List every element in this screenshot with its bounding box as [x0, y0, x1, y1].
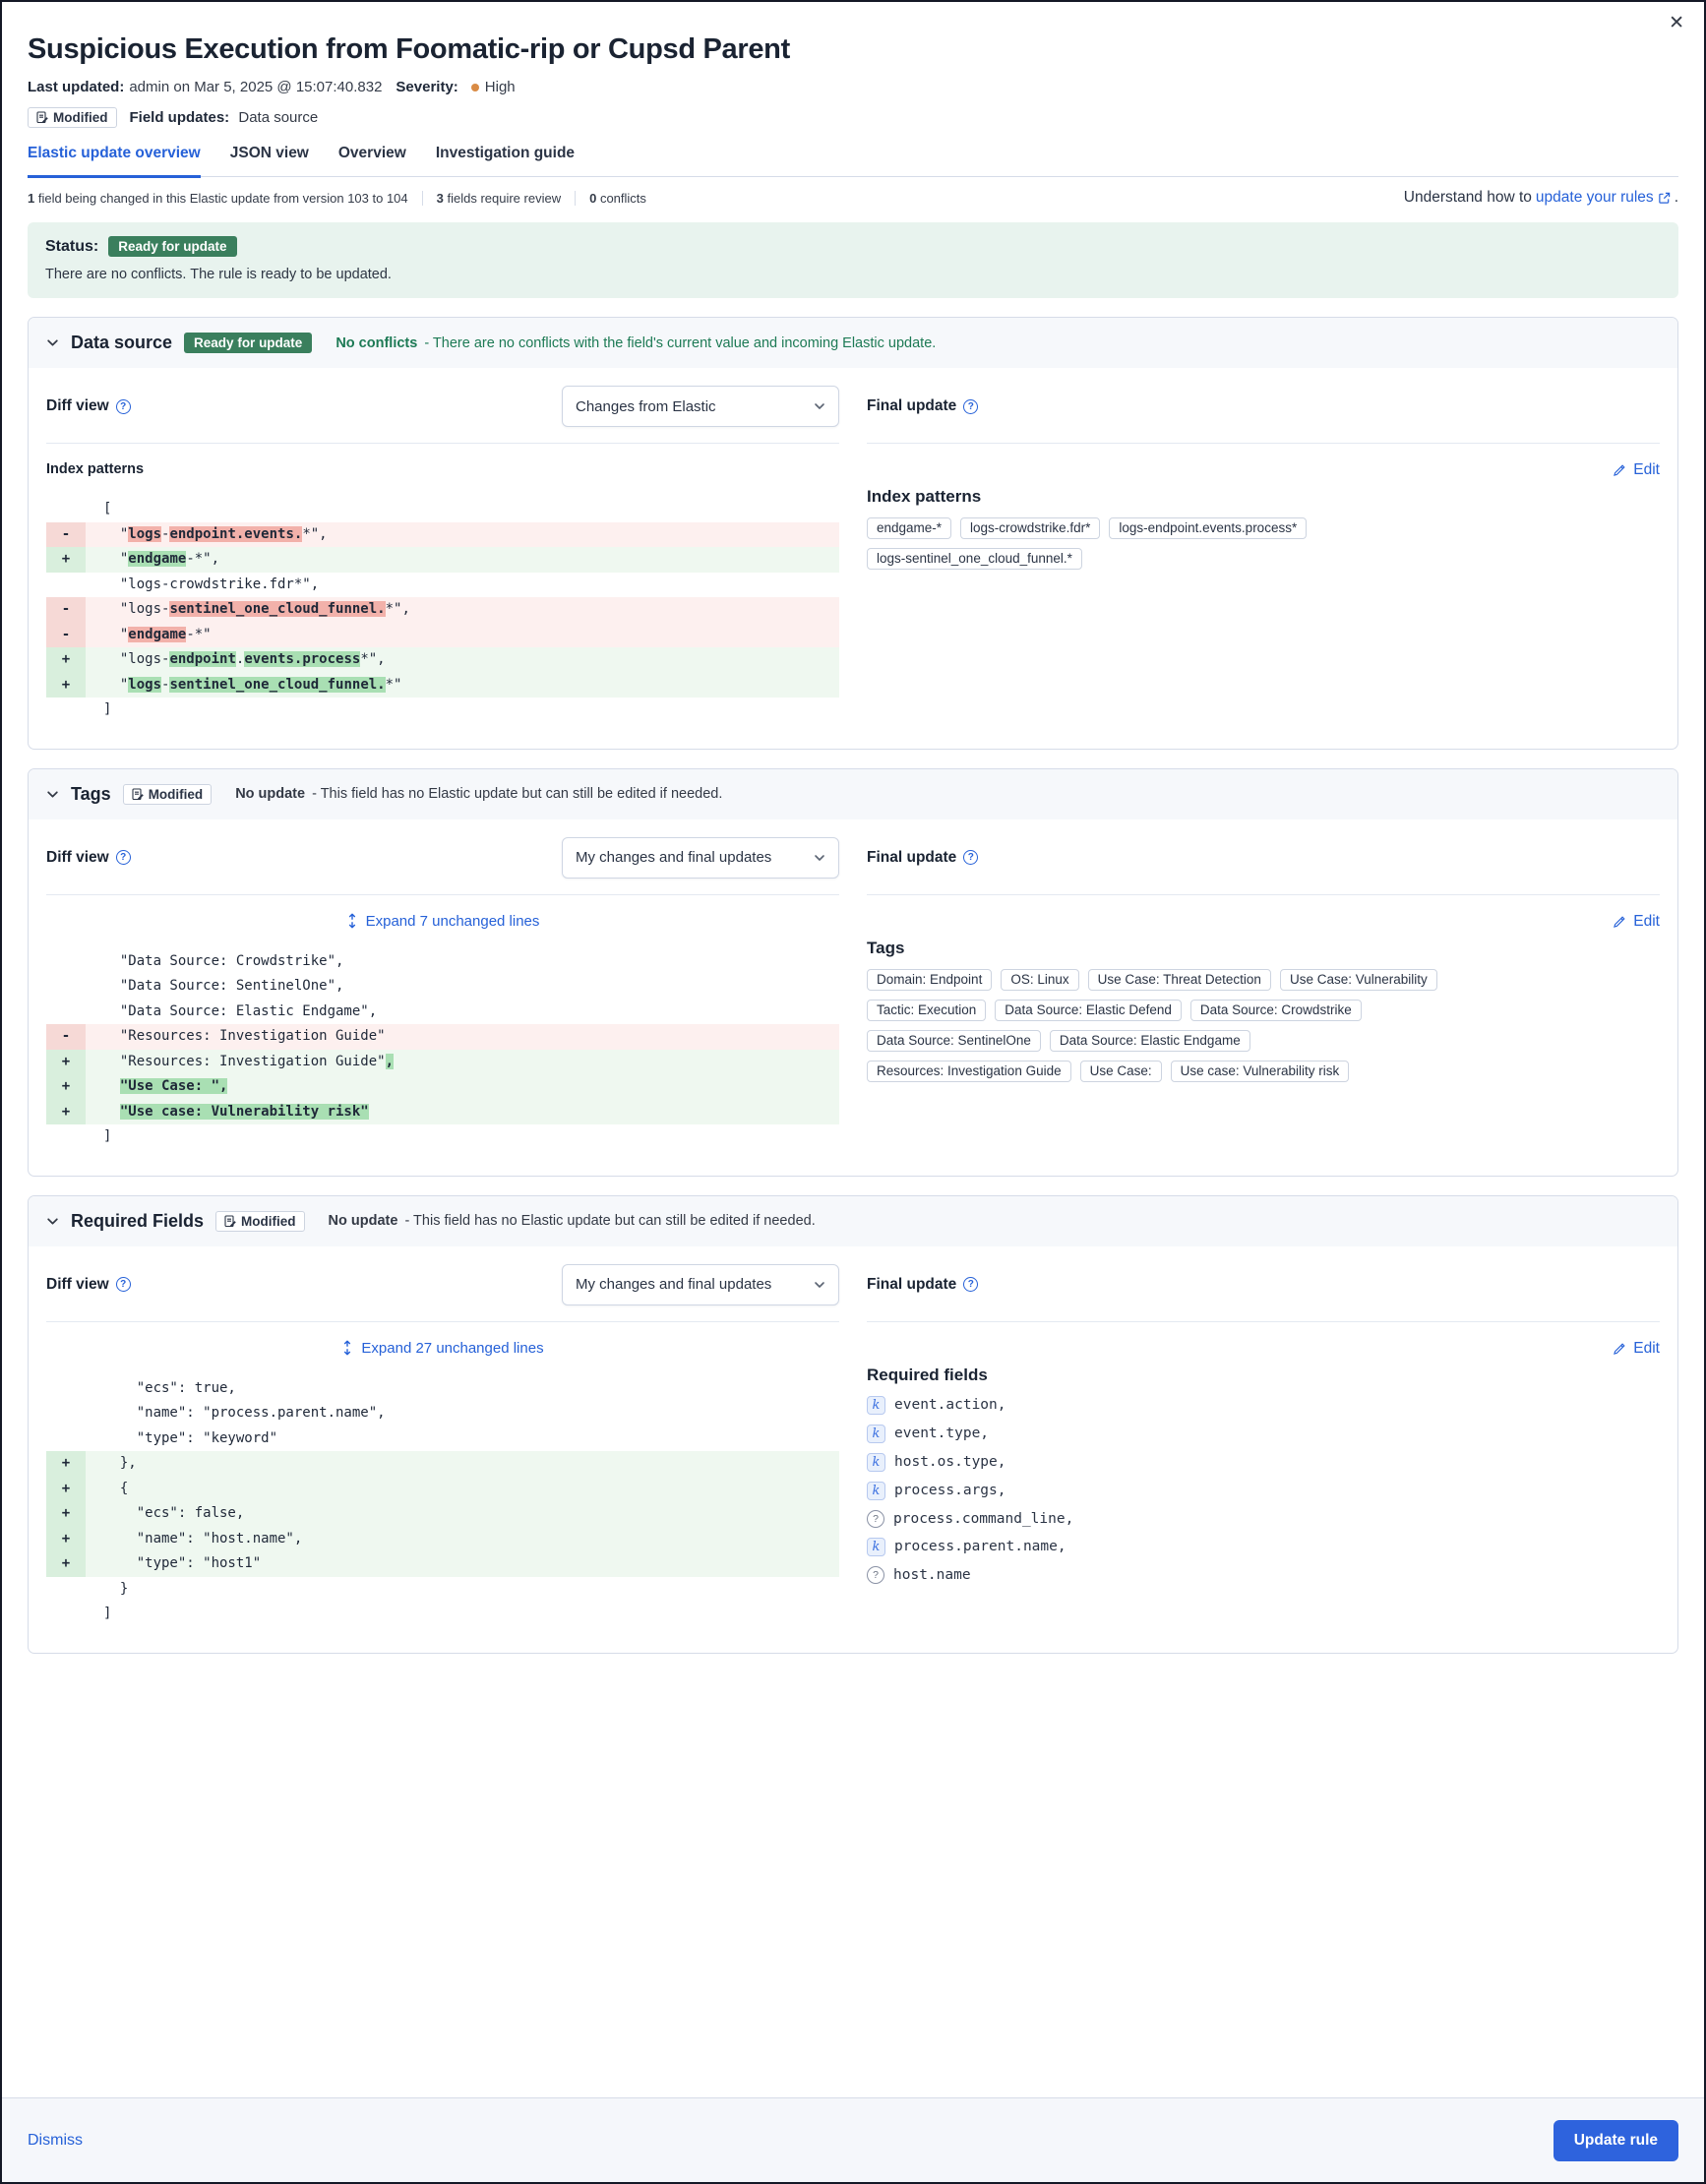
diff-gutter: + [46, 1100, 86, 1125]
diff-gutter: + [46, 673, 86, 698]
diff-line [46, 673, 839, 698]
diff-line [46, 1527, 839, 1552]
diff-code: "ecs": true, [103, 1379, 236, 1396]
tab-json-view[interactable]: JSON view [229, 145, 309, 161]
field-row [867, 1425, 1660, 1443]
keyword-field-icon: k [867, 1453, 885, 1472]
diff-gutter [46, 573, 86, 598]
chevron-down-icon [814, 1279, 825, 1291]
diff-column [46, 1264, 839, 1627]
field-name: process.args, [894, 1483, 1006, 1498]
help-icon[interactable]: ? [963, 1277, 978, 1292]
diff-code: { [103, 1480, 129, 1496]
final-update-label: Final update ? [867, 397, 978, 415]
help-icon[interactable]: ? [963, 850, 978, 865]
chevron-down-icon [46, 1215, 59, 1228]
diff-line [46, 949, 839, 975]
status-banner [28, 222, 1678, 298]
diff-line [46, 1024, 839, 1050]
badge: Use Case: Vulnerability [1280, 969, 1437, 991]
final-update-column [867, 1264, 1660, 1627]
diff-code: }, [103, 1455, 137, 1471]
unknown-field-icon: ? [867, 1566, 884, 1584]
diff-gutter [46, 974, 86, 1000]
diff-field-label: Index patterns [46, 461, 145, 477]
diff-code: "name": "process.parent.name", [103, 1405, 386, 1421]
chevron-down-icon [46, 788, 59, 801]
diff-block [46, 1376, 839, 1627]
diff-code: [ [103, 501, 112, 516]
diff-line [46, 1551, 839, 1577]
section-status-text: No update - This field has no Elastic update but can still be edited if needed. [235, 786, 723, 802]
diff-gutter [46, 1602, 86, 1627]
divider [867, 443, 1660, 444]
diff-line [46, 1124, 839, 1150]
field-name: process.command_line, [893, 1510, 1074, 1527]
diff-line [46, 1426, 839, 1452]
badge: Use case: Vulnerability risk [1171, 1061, 1350, 1082]
diff-gutter: + [46, 1501, 86, 1527]
diff-line [46, 623, 839, 648]
badge: Data Source: Elastic Endgame [1050, 1030, 1250, 1052]
modified-badge: Modified [215, 1211, 305, 1232]
diff-block [46, 497, 839, 723]
diff-line [46, 1401, 839, 1426]
section-data-source [28, 317, 1678, 750]
diff-line [46, 1376, 839, 1402]
diff-gutter [46, 698, 86, 723]
expand-unchanged-button[interactable]: Expand 7 unchanged lines [346, 913, 540, 930]
diff-line [46, 1477, 839, 1502]
badge: Domain: Endpoint [867, 969, 992, 991]
tags-accordion-header[interactable] [29, 769, 1677, 819]
diff-code: "Resources: Investigation Guide" [103, 1028, 386, 1044]
diff-line [46, 1451, 839, 1477]
diff-code: "name": "host.name", [103, 1530, 303, 1547]
last-updated-label: Last updated: [28, 79, 125, 95]
status-badge: Ready for update [108, 236, 236, 257]
diff-line [46, 547, 839, 573]
field-row [867, 1538, 1660, 1556]
section-title: Required Fields [71, 1210, 205, 1231]
diff-line [46, 1602, 839, 1627]
diff-line [46, 1100, 839, 1125]
tab-bar [28, 145, 1678, 177]
external-link-icon [1658, 192, 1671, 205]
document-edit-icon [36, 111, 48, 124]
diff-code: ] [103, 1606, 112, 1621]
expand-icon [346, 913, 358, 929]
conflicts-stat: 0 conflicts [589, 190, 646, 206]
section-tags [28, 768, 1678, 1177]
expand-unchanged-button[interactable]: Expand 27 unchanged lines [341, 1340, 543, 1357]
badge: logs-sentinel_one_cloud_funnel.* [867, 548, 1082, 570]
field-name: host.name [893, 1566, 971, 1583]
field-row [867, 1396, 1660, 1415]
diff-code: ] [103, 701, 112, 717]
pencil-icon [1613, 463, 1626, 477]
diff-code: "type": "host1" [103, 1555, 262, 1571]
divider [46, 894, 839, 895]
diff-code: "Resources: Investigation Guide", [103, 1053, 395, 1069]
diff-line [46, 698, 839, 723]
diff-gutter [46, 1124, 86, 1150]
status-message: There are no conflicts. The rule is ready to be updated. [45, 267, 392, 282]
badge: Data Source: Elastic Defend [995, 1000, 1182, 1021]
field-row [867, 1566, 1660, 1584]
badge: Resources: Investigation Guide [867, 1061, 1071, 1082]
tab-overview[interactable]: Overview [337, 145, 406, 161]
ready-for-update-badge: Ready for update [184, 333, 312, 353]
update-your-rules-link[interactable]: update your rules [1535, 189, 1654, 206]
final-heading: Tags [867, 938, 905, 957]
diff-view-select[interactable]: My changes and final updates [562, 837, 839, 879]
field-row [867, 1510, 1660, 1528]
edit-button[interactable]: Edit [1613, 913, 1660, 931]
diff-line [46, 497, 839, 522]
field-name: event.type, [894, 1426, 990, 1441]
flyout-content [2, 2, 1704, 2097]
diff-line [46, 1501, 839, 1527]
help-icon[interactable]: ? [116, 1277, 131, 1292]
field-name: process.parent.name, [894, 1539, 1066, 1554]
final-update-column [867, 837, 1660, 1150]
diff-line [46, 647, 839, 673]
diff-block [46, 949, 839, 1150]
chevron-down-icon [814, 852, 825, 864]
final-update-label: Final update ? [867, 849, 978, 867]
badge: Data Source: SentinelOne [867, 1030, 1041, 1052]
diff-code: "Use case: Vulnerability risk" [119, 1103, 369, 1120]
field-updates [130, 109, 319, 126]
rule-badges-row [28, 107, 1678, 128]
document-edit-icon [132, 788, 144, 801]
diff-line [46, 1074, 839, 1100]
section-status-text: No update - This field has no Elastic update but can still be edited if needed. [328, 1213, 816, 1229]
field-name: event.action, [894, 1397, 1006, 1413]
diff-code: "Data Source: Crowdstrike", [103, 952, 344, 969]
diff-code: "logs-sentinel_one_cloud_funnel.*", [103, 601, 410, 617]
help-text: Understand how to update your rules . [1403, 189, 1678, 206]
diff-code: "type": "keyword" [103, 1429, 278, 1446]
diff-gutter [46, 1000, 86, 1025]
diff-gutter [46, 1426, 86, 1452]
flyout-footer [2, 2097, 1704, 2182]
diff-gutter: - [46, 623, 86, 648]
fields-review-stat: 3 fields require review [436, 190, 562, 206]
diff-view-label: Diff view ? [46, 849, 131, 867]
divider [46, 1321, 839, 1322]
divider [867, 894, 1660, 895]
diff-code: "Data Source: Elastic Endgame", [103, 1002, 378, 1019]
section-required-fields [28, 1195, 1678, 1654]
final-update-column [867, 386, 1660, 723]
divider [575, 191, 576, 206]
modified-badge [28, 107, 117, 128]
diff-gutter: + [46, 1527, 86, 1552]
diff-code: "logs-endpoint.events.process*", [103, 651, 386, 667]
divider [867, 1321, 1660, 1322]
document-edit-icon [224, 1215, 236, 1228]
diff-code: ] [103, 1128, 112, 1144]
diff-line [46, 1000, 839, 1025]
field-row [867, 1453, 1660, 1472]
diff-code: "ecs": false, [103, 1505, 245, 1521]
required-fields-list [867, 1396, 1660, 1584]
data-source-accordion-header[interactable] [29, 318, 1677, 368]
help-icon[interactable]: ? [963, 399, 978, 414]
diff-line [46, 573, 839, 598]
diff-code: } [103, 1580, 129, 1597]
rule-meta [28, 79, 1678, 95]
diff-gutter [46, 1577, 86, 1603]
tab-investigation-guide[interactable]: Investigation guide [435, 145, 576, 161]
diff-code: "logs-sentinel_one_cloud_funnel.*" [103, 676, 402, 693]
section-title: Data source [71, 333, 173, 352]
field-row [867, 1482, 1660, 1500]
diff-code: "logs-endpoint.events.*", [103, 525, 328, 542]
diff-gutter [46, 1376, 86, 1402]
diff-gutter: + [46, 1451, 86, 1477]
unknown-field-icon: ? [867, 1510, 884, 1528]
diff-line [46, 974, 839, 1000]
diff-column [46, 386, 839, 723]
severity-label: Severity: [396, 79, 458, 95]
field-name: host.os.type, [894, 1454, 1006, 1470]
status-label: Status: [45, 237, 99, 255]
divider [422, 191, 423, 206]
field-updates-label: Field updates: [129, 109, 230, 126]
section-title: Tags [71, 783, 111, 804]
update-rule-button[interactable]: Update rule [1554, 2120, 1678, 2161]
diff-code: "endgame-*", [103, 551, 220, 567]
diff-gutter: + [46, 1551, 86, 1577]
diff-gutter: - [46, 597, 86, 623]
diff-code: "Use Case: ", [119, 1078, 228, 1094]
diff-code: "endgame-*" [103, 626, 212, 642]
severity-high-dot [471, 84, 479, 91]
badge: Tactic: Execution [867, 1000, 986, 1021]
diff-code: "logs-crowdstrike.fdr*", [103, 576, 320, 592]
divider [46, 443, 839, 444]
diff-gutter: + [46, 647, 86, 673]
badge: OS: Linux [1001, 969, 1078, 991]
page-title: Suspicious Execution from Foomatic-rip or Cupsd Parent [28, 33, 790, 65]
tags-badges [867, 969, 1437, 1082]
keyword-field-icon: k [867, 1425, 885, 1443]
keyword-field-icon: k [867, 1538, 885, 1556]
final-heading: Index patterns [867, 487, 982, 506]
diff-view-select[interactable]: My changes and final updates [562, 1264, 839, 1305]
diff-line [46, 522, 839, 548]
field-updates-value: Data source [238, 109, 319, 126]
help-icon[interactable]: ? [116, 399, 131, 414]
diff-line [46, 1577, 839, 1603]
diff-gutter: + [46, 1477, 86, 1502]
diff-line [46, 597, 839, 623]
section-status-text: No conflicts - There are no conflicts with the field's current value and incoming Elastic update. [335, 334, 937, 351]
chevron-down-icon [814, 400, 825, 412]
modified-badge: Modified [123, 784, 213, 805]
diff-gutter: + [46, 1074, 86, 1100]
diff-column [46, 837, 839, 1150]
badge: Use Case: Threat Detection [1088, 969, 1271, 991]
chevron-down-icon [46, 336, 59, 349]
diff-view-label: Diff view ? [46, 397, 131, 415]
severity-value: High [484, 79, 516, 95]
update-stats-row [28, 177, 1678, 216]
badge: Data Source: Crowdstrike [1190, 1000, 1362, 1021]
edit-button[interactable]: Edit [1613, 461, 1660, 479]
required-fields-accordion-header[interactable] [29, 1196, 1677, 1246]
final-heading: Required fields [867, 1365, 988, 1384]
diff-code: "Data Source: SentinelOne", [103, 978, 344, 994]
help-icon[interactable]: ? [116, 850, 131, 865]
modified-badge-label: Modified [53, 110, 108, 125]
last-updated-value: admin on Mar 5, 2025 @ 15:07:40.832 [129, 79, 383, 95]
close-icon[interactable]: ✕ [1669, 13, 1684, 33]
expand-icon [341, 1340, 353, 1356]
tab-elastic-update-overview[interactable]: Elastic update overview [28, 145, 201, 178]
edit-button[interactable]: Edit [1613, 1340, 1660, 1358]
badge: logs-crowdstrike.fdr* [960, 517, 1100, 539]
diff-line [46, 1050, 839, 1075]
index-patterns-badges [867, 517, 1378, 570]
diff-gutter: + [46, 1050, 86, 1075]
keyword-field-icon: k [867, 1396, 885, 1415]
diff-gutter [46, 497, 86, 522]
badge: Use Case: [1080, 1061, 1162, 1082]
diff-view-select[interactable]: Changes from Elastic [562, 386, 839, 427]
diff-view-label: Diff view ? [46, 1276, 131, 1294]
diff-gutter: - [46, 522, 86, 548]
fields-changed-stat: 1 field being changed in this Elastic update from version 103 to 104 [28, 190, 408, 206]
dismiss-button[interactable]: Dismiss [28, 2131, 83, 2149]
pencil-icon [1613, 1342, 1626, 1356]
pencil-icon [1613, 915, 1626, 929]
diff-gutter: + [46, 547, 86, 573]
keyword-field-icon: k [867, 1482, 885, 1500]
badge: endgame-* [867, 517, 951, 539]
badge: logs-endpoint.events.process* [1109, 517, 1307, 539]
diff-gutter [46, 1401, 86, 1426]
diff-gutter: - [46, 1024, 86, 1050]
final-update-label: Final update ? [867, 1276, 978, 1294]
diff-gutter [46, 949, 86, 975]
